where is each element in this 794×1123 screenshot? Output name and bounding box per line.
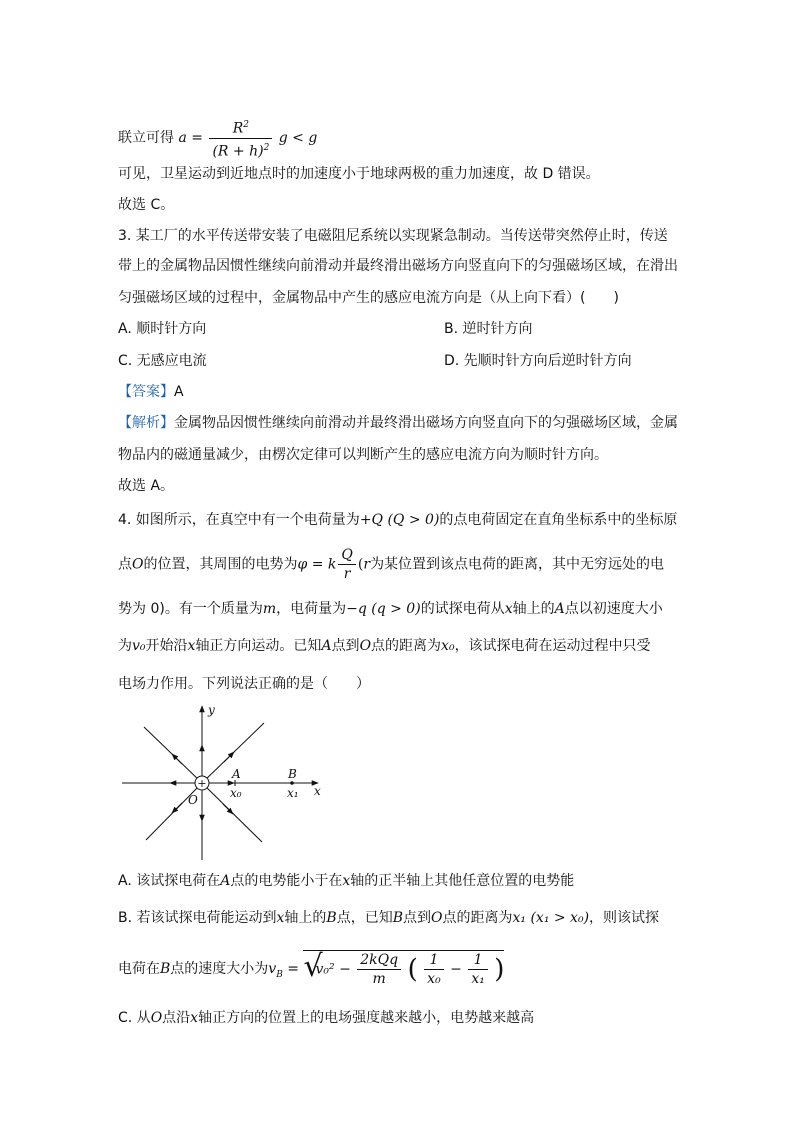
q3-analysis-2: 物品内的磁通量减少，由楞次定律可以判断产生的感应电流方向为顺时针方向。 — [118, 447, 608, 463]
q4-optC-a: C. 从 — [118, 1010, 151, 1026]
q4-l2-paren: ( — [357, 556, 364, 573]
sqrt-sign: √ — [303, 949, 323, 984]
origin-label: O — [188, 793, 198, 807]
equation-tail: g < g — [278, 130, 318, 147]
q4-vb-v: v — [268, 961, 277, 977]
q4-optA-x: x — [342, 873, 351, 889]
q4-l3-e: 点以初速度大小 — [564, 601, 663, 617]
q3-answer — [118, 382, 184, 402]
arrow-se — [223, 804, 233, 814]
q4-charge-expr: +Q (Q > 0) — [359, 512, 440, 528]
q4-optB-B: B — [326, 910, 337, 926]
analysis-tag: 【解析】 — [118, 415, 174, 431]
arrow-sw — [172, 803, 182, 813]
q4-vb — [268, 961, 283, 980]
x-axis-label: x — [314, 784, 321, 798]
q4-line-3 — [118, 599, 663, 619]
q4-l4-b: 开始沿 — [145, 638, 188, 654]
q3-line-1: 3. 某工厂的水平传送带安装了电磁阻尼系统以实现紧急制动。当传送带突然停止时，传送 — [118, 228, 668, 244]
q4-l3-x: x — [504, 601, 513, 617]
q4-l3-q: −q (q > 0) — [346, 601, 421, 617]
text-line-kejian: 可见，卫星运动到近地点时的加速度小于地球两极的重力加速度，故 D 错误。 — [118, 166, 600, 182]
sqrt-frac-den: m — [372, 971, 386, 987]
q4-optA-A: A — [220, 873, 231, 889]
analysis-text-1: 金属物品因惯性继续向前滑动并最终滑出磁场方向竖直向下的匀强磁场区域，金属 — [174, 415, 678, 431]
x1-label: x₁ — [287, 786, 299, 800]
q4-option-b-line-1 — [118, 908, 659, 928]
q4-line-1 — [118, 510, 677, 530]
q4-l3-d: 轴上的 — [512, 601, 555, 617]
q4-optB-b: 轴上的 — [284, 910, 327, 926]
q4-optB-m: x₁ (x₁ > x₀) — [512, 910, 590, 926]
q3-option-a: A. 顺时针方向 — [118, 321, 207, 337]
q4-vb-sub: B — [276, 969, 283, 980]
sqrt-frac-main — [357, 951, 401, 988]
sqrt-frac-1 — [424, 951, 444, 988]
q4-vb-equals: = — [287, 961, 300, 977]
q4-option-b-line-2 — [118, 944, 504, 994]
q4-l2-text-d: 为某位置到该点电荷的距离，其中无穷远处的电 — [370, 556, 665, 573]
q4-line-5: 电场力作用。下列说法正确的是（ ） — [118, 676, 370, 692]
text-line-guxuan-c: 故选 C。 — [118, 197, 175, 213]
q4-optC-b: 点沿 — [162, 1010, 191, 1026]
q4-l4-O: O — [359, 638, 372, 654]
denominator-text: (R + h) — [212, 143, 264, 160]
q4-l4-x0: x₀ — [441, 638, 455, 654]
numerator-r: R — [232, 120, 244, 137]
frac-minus: − — [450, 961, 462, 978]
sqrt-frac-num: 2kQq — [357, 951, 401, 970]
q4-optA-b: 点的电势能小于在 — [230, 873, 343, 889]
point-b-dot — [290, 781, 294, 785]
equation-line — [118, 116, 318, 160]
answer-tag: 【答案】 — [118, 384, 174, 400]
q4-potential-fraction — [338, 546, 355, 583]
paren-open: ( — [407, 954, 418, 985]
frac2-num: 1 — [468, 951, 488, 970]
x0-label: x₀ — [230, 786, 242, 800]
sqrt-v0sq: v₀² − — [315, 961, 351, 978]
frac1-num: 1 — [424, 951, 444, 970]
equation-fraction — [209, 116, 272, 160]
q4-l2-text-a: 点 — [118, 556, 132, 573]
q4-l3-m: m — [262, 601, 277, 617]
q4-optB-O: O — [431, 910, 443, 926]
field-diagram — [118, 700, 328, 865]
q3-analysis-1 — [118, 413, 678, 433]
q4-frac-num: Q — [338, 546, 355, 565]
q3-option-d: D. 先顺时针方向后逆时针方向 — [444, 353, 632, 369]
q4-frac-den: r — [343, 566, 351, 582]
q4-optB2-a: 电荷在 — [118, 961, 160, 977]
frac1-den: x₀ — [427, 971, 441, 987]
q4-phi: φ = k — [297, 556, 337, 573]
q4-optC-c: 轴正方向的位置上的电场强度越来越小，电势越来越高 — [198, 1010, 535, 1026]
sqrt-expression — [303, 950, 504, 988]
q4-optB-a: B. 若该试探电荷能运动到 — [118, 910, 277, 926]
frac2-den: x₁ — [471, 971, 485, 987]
q4-l3-A: A — [554, 601, 565, 617]
y-axis-label: y — [208, 703, 215, 717]
q4-l4-d: 点到 — [331, 638, 360, 654]
q4-optA-a: A. 该试探电荷在 — [118, 873, 221, 889]
fraction-numerator — [209, 116, 272, 139]
q3-option-b: B. 逆时针方向 — [444, 321, 533, 337]
q4-l2-text-b: 的位置，其周围的电势为 — [143, 556, 298, 573]
q4-optB-B2: B — [392, 910, 404, 926]
fraction-denominator — [209, 139, 272, 161]
answer-value: A — [174, 384, 184, 400]
q4-l4-c: 轴正方向运动。已知 — [195, 638, 322, 654]
q4-l4-x: x — [187, 638, 196, 654]
q4-l1-text-b: 的点电荷固定在直角坐标系中的坐标原 — [439, 512, 678, 528]
paren-close: ) — [494, 954, 505, 985]
q4-l3-b: ，电荷量为 — [276, 601, 347, 617]
q4-optA-c: 轴的正半轴上其他任意位置的电势能 — [350, 873, 575, 889]
q4-optC-x: x — [190, 1010, 199, 1026]
q4-optB-d: 点到 — [403, 910, 432, 926]
q4-optB2-b: 点的速度大小为 — [170, 961, 269, 977]
q4-l3-c: 的试探电荷从 — [420, 601, 505, 617]
q4-line-2 — [118, 546, 664, 582]
q4-l4-f: ，该试探电荷在运动过程中只受 — [454, 638, 651, 654]
q4-l4-a: 为 — [118, 638, 132, 654]
q4-optB-f: ，则该试探 — [589, 910, 660, 926]
denominator-sup: 2 — [263, 142, 270, 153]
q4-l4-e: 点的距离为 — [371, 638, 442, 654]
q4-line-4 — [118, 636, 651, 656]
q4-l4-v0: v₀ — [132, 638, 146, 654]
q4-l2-o: O — [132, 556, 144, 573]
numerator-sup: 2 — [243, 120, 250, 130]
q4-optB-c: 点，已知 — [336, 910, 393, 926]
q4-optB2-B: B — [160, 961, 171, 977]
equation-prefix: 联立可得 — [118, 130, 174, 147]
q4-option-a — [118, 871, 574, 891]
point-b-label: B — [288, 767, 297, 781]
q3-option-c: C. 无感应电流 — [118, 353, 207, 369]
q4-l4-A: A — [321, 638, 332, 654]
q3-line-2: 带上的金属物品因惯性继续向前滑动并最终滑出磁场方向竖直向下的匀强磁场区域，在滑出 — [118, 258, 678, 274]
equation-a: a — [178, 130, 187, 147]
point-a-label: A — [232, 767, 241, 781]
q4-optB-x: x — [276, 910, 285, 926]
q4-l2-r: r — [363, 556, 371, 573]
q4-l1-text-a: 4. 如图所示，在真空中有一个电荷量为 — [118, 512, 360, 528]
arrow-ne — [224, 752, 234, 762]
q3-guxuan: 故选 A。 — [118, 478, 175, 494]
charge-sign: + — [197, 777, 207, 790]
q3-line-3: 匀强磁场区域的过程中，金属物品中产生的感应电流方向是（从上向下看）( ) — [118, 290, 619, 306]
q4-option-c — [118, 1008, 534, 1028]
sqrt-frac-2 — [468, 951, 488, 988]
q4-optB-e: 点的距离为 — [442, 910, 513, 926]
q4-optC-O: O — [150, 1010, 163, 1026]
q4-l3-a: 势为 0)。有一个质量为 — [118, 601, 263, 617]
arrow-nw — [172, 754, 182, 764]
equation-equals: = — [191, 130, 203, 147]
